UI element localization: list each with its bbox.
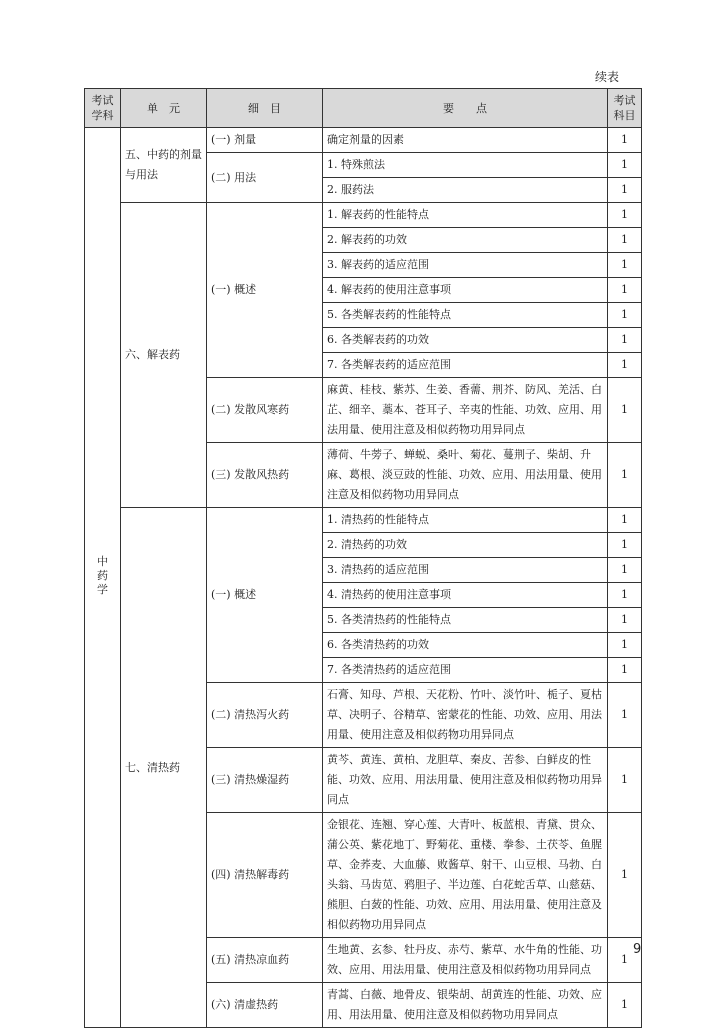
detail-cell: (二) 清热泻火药 xyxy=(207,683,323,748)
continued-label: 续表 xyxy=(595,70,620,84)
point-cell: 5. 各类清热药的性能特点 xyxy=(323,608,608,633)
point-cell: 4. 解表药的使用注意事项 xyxy=(323,278,608,303)
detail-cell: (一) 概述 xyxy=(207,508,323,683)
category-cell: 1 xyxy=(608,353,642,378)
detail-cell: (一) 概述 xyxy=(207,203,323,378)
point-cell: 1. 特殊煎法 xyxy=(323,153,608,178)
category-cell: 1 xyxy=(608,303,642,328)
table-row xyxy=(85,128,642,153)
detail-cell: (五) 清热凉血药 xyxy=(207,938,323,983)
category-cell: 1 xyxy=(608,533,642,558)
category-cell: 1 xyxy=(608,278,642,303)
point-cell: 6. 各类清热药的功效 xyxy=(323,633,608,658)
point-cell: 4. 清热药的使用注意事项 xyxy=(323,583,608,608)
header-subject: 考试学科 xyxy=(85,89,121,128)
category-cell: 1 xyxy=(608,558,642,583)
category-cell: 1 xyxy=(608,508,642,533)
point-cell: 1. 解表药的性能特点 xyxy=(323,203,608,228)
subject-name: 中药学 xyxy=(97,555,108,596)
category-cell: 1 xyxy=(608,443,642,508)
point-cell: 2. 解表药的功效 xyxy=(323,228,608,253)
category-cell: 1 xyxy=(608,813,642,938)
point-cell: 3. 解表药的适应范围 xyxy=(323,253,608,278)
header-category: 考试科目 xyxy=(608,89,642,128)
point-cell: 黄芩、黄连、黄柏、龙胆草、秦皮、苦参、白鲜皮的性能、功效、应用、用法用量、使用注意及相似药物功用异同点 xyxy=(323,748,608,813)
point-cell: 生地黄、玄参、牡丹皮、赤芍、紫草、水牛角的性能、功效、应用、用法用量、使用注意及相似药物功用异同点 xyxy=(323,938,608,983)
point-cell: 2. 服药法 xyxy=(323,178,608,203)
category-cell: 1 xyxy=(608,658,642,683)
category-cell: 1 xyxy=(608,253,642,278)
point-cell: 青蒿、白薇、地骨皮、银柴胡、胡黄连的性能、功效、应用、用法用量、使用注意及相似药物功用异同点 xyxy=(323,983,608,1028)
point-cell: 石膏、知母、芦根、天花粉、竹叶、淡竹叶、栀子、夏枯草、决明子、谷精草、密蒙花的性能、功效、应用、用法用量、使用注意及相似药物功用异同点 xyxy=(323,683,608,748)
category-cell: 1 xyxy=(608,128,642,153)
point-cell: 1. 清热药的性能特点 xyxy=(323,508,608,533)
table-body xyxy=(85,128,642,1028)
category-cell: 1 xyxy=(608,608,642,633)
point-cell: 薄荷、牛蒡子、蝉蜕、桑叶、菊花、蔓荆子、柴胡、升麻、葛根、淡豆豉的性能、功效、应用、用法用量、使用注意及相似药物功用异同点 xyxy=(323,443,608,508)
subject-cell xyxy=(85,128,121,1028)
category-cell: 1 xyxy=(608,583,642,608)
detail-cell: (三) 发散风热药 xyxy=(207,443,323,508)
unit-cell: 六、解表药 xyxy=(121,203,207,508)
category-cell: 1 xyxy=(608,203,642,228)
point-cell: 7. 各类清热药的适应范围 xyxy=(323,658,608,683)
detail-cell: (二) 发散风寒药 xyxy=(207,378,323,443)
point-cell: 6. 各类解表药的功效 xyxy=(323,328,608,353)
unit-cell: 七、清热药 xyxy=(121,508,207,1028)
unit-cell: 五、中药的剂量与用法 xyxy=(121,128,207,203)
point-cell: 3. 清热药的适应范围 xyxy=(323,558,608,583)
category-cell: 1 xyxy=(608,633,642,658)
detail-cell: (四) 清热解毒药 xyxy=(207,813,323,938)
detail-cell: (六) 清虚热药 xyxy=(207,983,323,1028)
point-cell: 麻黄、桂枝、紫苏、生姜、香薷、荆芥、防风、羌活、白芷、细辛、藁本、苍耳子、辛夷的性能、功效、应用、用法用量、使用注意及相似药物功用异同点 xyxy=(323,378,608,443)
table-header-row xyxy=(85,89,642,128)
header-unit: 单 元 xyxy=(121,89,207,128)
category-cell: 1 xyxy=(608,748,642,813)
exam-syllabus-table xyxy=(84,88,642,1028)
point-cell: 7. 各类解表药的适应范围 xyxy=(323,353,608,378)
page-number: 9 xyxy=(633,942,642,957)
detail-cell: (二) 用法 xyxy=(207,153,323,203)
category-cell: 1 xyxy=(608,683,642,748)
point-cell: 5. 各类解表药的性能特点 xyxy=(323,303,608,328)
category-cell: 1 xyxy=(608,328,642,353)
header-points: 要 点 xyxy=(323,89,608,128)
category-cell: 1 xyxy=(608,983,642,1028)
table-row xyxy=(85,508,642,533)
point-cell: 确定剂量的因素 xyxy=(323,128,608,153)
detail-cell: (三) 清热燥湿药 xyxy=(207,748,323,813)
point-cell: 2. 清热药的功效 xyxy=(323,533,608,558)
table-row xyxy=(85,203,642,228)
detail-cell: (一) 剂量 xyxy=(207,128,323,153)
category-cell: 1 xyxy=(608,938,642,983)
category-cell: 1 xyxy=(608,378,642,443)
category-cell: 1 xyxy=(608,153,642,178)
header-detail: 细 目 xyxy=(207,89,323,128)
point-cell: 金银花、连翘、穿心莲、大青叶、板蓝根、青黛、贯众、蒲公英、紫花地丁、野菊花、重楼、拳参、土茯苓、鱼腥草、金荞麦、大血藤、败酱草、射干、山豆根、马勃、白头翁、马齿苋、鸦胆子、半边莲、白花蛇舌草、山慈菇、熊胆、白蔹的性能、功效、应用、用法用量、使用注意及相似药物功用异同点 xyxy=(323,813,608,938)
category-cell: 1 xyxy=(608,178,642,203)
category-cell: 1 xyxy=(608,228,642,253)
